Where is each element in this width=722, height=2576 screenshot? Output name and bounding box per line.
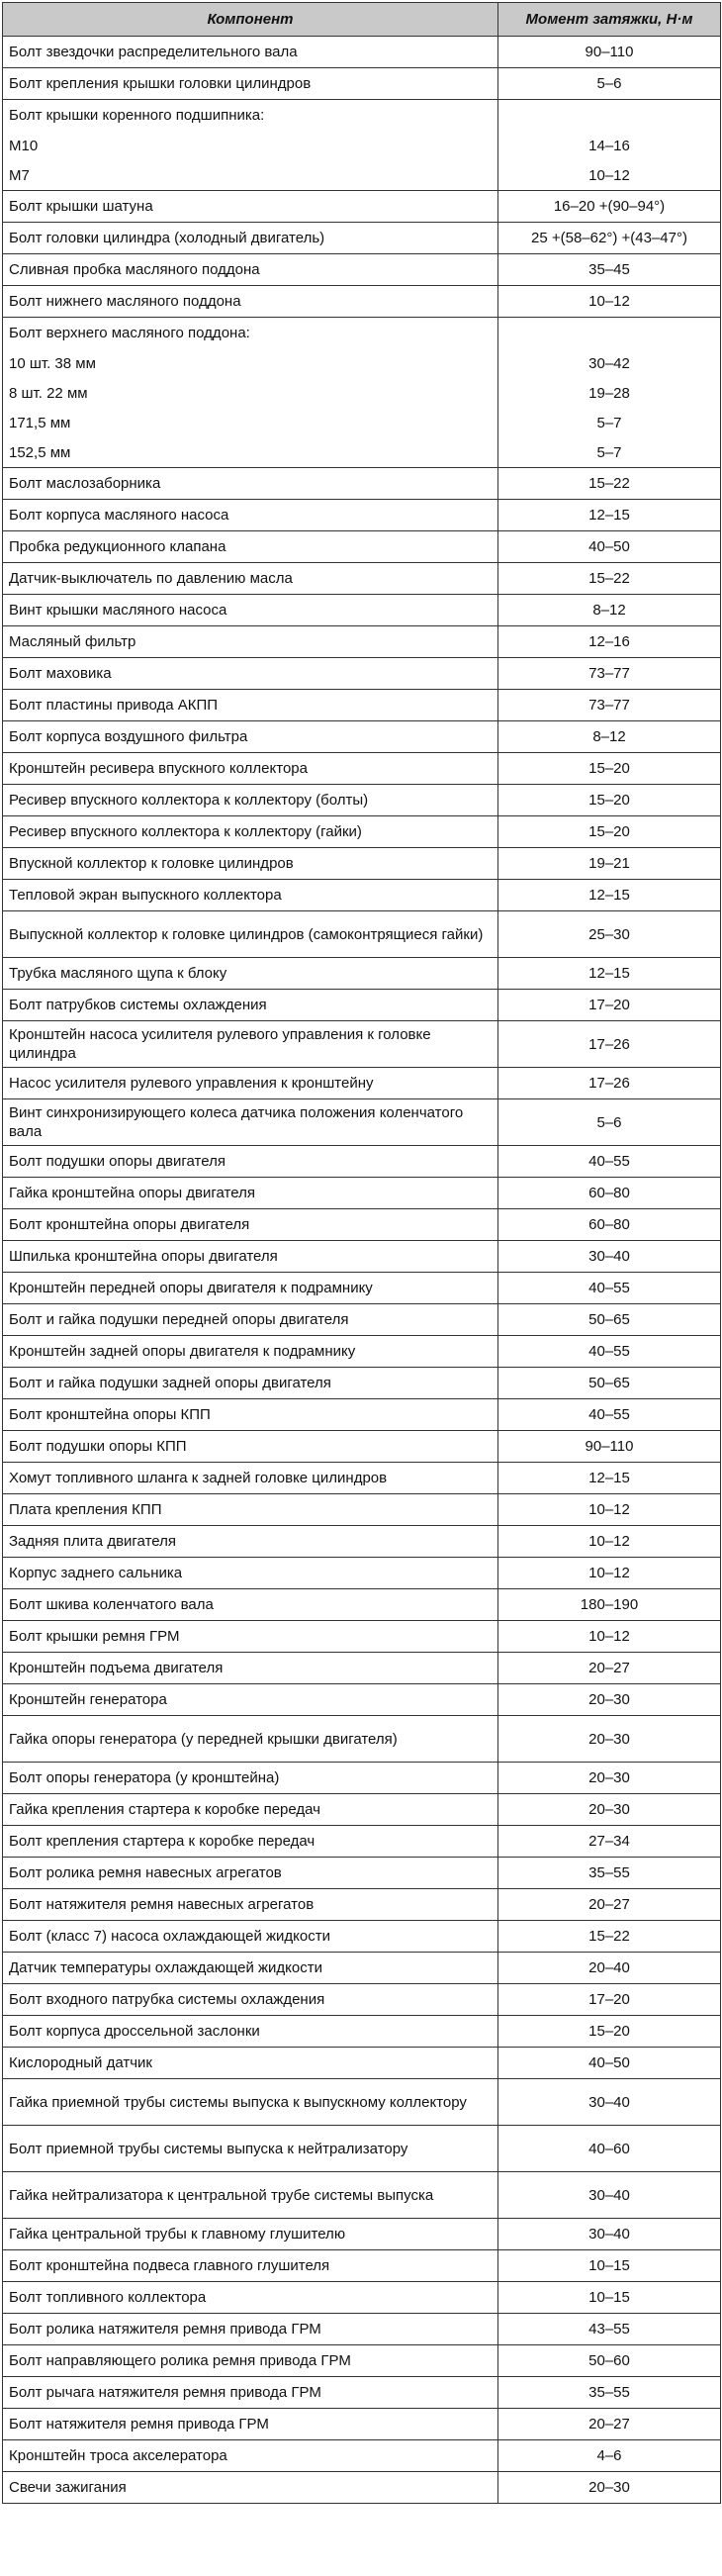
component-cell: Кронштейн подъема двигателя: [3, 1653, 498, 1684]
torque-value-cell: 25 +(58–62°) +(43–47°): [498, 223, 721, 254]
torque-value-cell: 12–15: [498, 958, 721, 990]
component-cell: Болт ролика натяжителя ремня привода ГРМ: [3, 2314, 498, 2345]
component-cell: Гайка приемной трубы системы выпуска к выпускному коллектору: [3, 2079, 498, 2126]
table-row: [3, 2314, 721, 2345]
table-row: [3, 1716, 721, 1763]
table-row: [3, 911, 721, 958]
table-row: [3, 990, 721, 1021]
torque-value-cell: 4–6: [498, 2440, 721, 2472]
component-cell: Болт крышки ремня ГРМ: [3, 1621, 498, 1653]
component-cell: Болт крепления стартера к коробке передач: [3, 1826, 498, 1858]
torque-value-cell: 50–65: [498, 1304, 721, 1336]
table-row: [3, 1431, 721, 1463]
torque-value-cell: 14–16: [498, 131, 721, 160]
component-cell: Болт крышки коренного подшипника:: [3, 100, 498, 132]
component-cell: Кронштейн насоса усилителя рулевого управления к головке цилиндра: [3, 1021, 498, 1068]
component-cell: Пробка редукционного клапана: [3, 531, 498, 563]
torque-value-cell: 12–16: [498, 626, 721, 658]
torque-value-cell: 12–15: [498, 880, 721, 911]
torque-value-cell: 16–20 +(90–94°): [498, 191, 721, 223]
torque-value-cell: 10–12: [498, 1526, 721, 1558]
table-body: [3, 37, 721, 2504]
table-row: [3, 2409, 721, 2440]
torque-value-cell: [498, 318, 721, 349]
table-row: [3, 223, 721, 254]
component-cell: Винт крышки масляного насоса: [3, 595, 498, 626]
torque-value-cell: 40–55: [498, 1399, 721, 1431]
table-row: [3, 626, 721, 658]
component-cell: Болт рычага натяжителя ремня привода ГРМ: [3, 2377, 498, 2409]
component-cell: Болт кронштейна опоры двигателя: [3, 1209, 498, 1241]
torque-value-cell: 15–20: [498, 785, 721, 816]
torque-value-cell: 27–34: [498, 1826, 721, 1858]
component-cell: Болт натяжителя ремня привода ГРМ: [3, 2409, 498, 2440]
table-row: [3, 1178, 721, 1209]
torque-value-cell: 30–42: [498, 348, 721, 378]
component-cell: Болт крышки шатуна: [3, 191, 498, 223]
table-row: [3, 1763, 721, 1794]
table-row: [3, 1099, 721, 1146]
table-row: [3, 753, 721, 785]
torque-value-cell: 40–55: [498, 1146, 721, 1178]
table-row: [3, 690, 721, 721]
table-row: [3, 1953, 721, 1984]
torque-value-cell: 10–15: [498, 2282, 721, 2314]
component-cell: 10 шт. 38 мм: [3, 348, 498, 378]
table-row: [3, 785, 721, 816]
torque-value-cell: [498, 100, 721, 132]
table-row: [3, 1589, 721, 1621]
torque-value-cell: 17–20: [498, 990, 721, 1021]
component-cell: Болт крепления крышки головки цилиндров: [3, 68, 498, 100]
table-row: [3, 1463, 721, 1494]
component-cell: Тепловой экран выпускного коллектора: [3, 880, 498, 911]
table-row: [3, 160, 721, 191]
component-cell: Болт и гайка подушки задней опоры двигателя: [3, 1368, 498, 1399]
torque-value-cell: 15–22: [498, 563, 721, 595]
torque-value-cell: 10–12: [498, 1621, 721, 1653]
table-row: [3, 2250, 721, 2282]
component-cell: Болт шкива коленчатого вала: [3, 1589, 498, 1621]
torque-value-cell: 17–20: [498, 1984, 721, 2016]
table-row: [3, 1068, 721, 1099]
table-row: [3, 880, 721, 911]
component-cell: Болт натяжителя ремня навесных агрегатов: [3, 1889, 498, 1921]
table-row: [3, 1794, 721, 1826]
component-cell: Болт нижнего масляного поддона: [3, 286, 498, 318]
component-cell: Датчик-выключатель по давлению масла: [3, 563, 498, 595]
table-row: [3, 2219, 721, 2250]
torque-value-cell: 20–40: [498, 1953, 721, 1984]
torque-value-cell: 12–15: [498, 1463, 721, 1494]
torque-value-cell: 5–6: [498, 68, 721, 100]
component-cell: Ресивер впускного коллектора к коллектору (гайки): [3, 816, 498, 848]
component-cell: Кронштейн ресивера впускного коллектора: [3, 753, 498, 785]
table-row: [3, 2079, 721, 2126]
table-row: [3, 1621, 721, 1653]
table-row: [3, 721, 721, 753]
torque-value-cell: 20–27: [498, 2409, 721, 2440]
torque-value-cell: 10–12: [498, 160, 721, 191]
column-header-torque: Момент затяжки, Н·м: [498, 3, 721, 37]
table-row: [3, 958, 721, 990]
table-row: [3, 1984, 721, 2016]
torque-value-cell: 40–60: [498, 2126, 721, 2172]
torque-value-cell: 19–28: [498, 378, 721, 408]
torque-value-cell: 5–7: [498, 437, 721, 468]
torque-value-cell: 35–55: [498, 2377, 721, 2409]
torque-value-cell: 17–26: [498, 1068, 721, 1099]
torque-value-cell: 73–77: [498, 658, 721, 690]
torque-value-cell: 30–40: [498, 2079, 721, 2126]
component-cell: Задняя плита двигателя: [3, 1526, 498, 1558]
component-cell: Болт патрубков системы охлаждения: [3, 990, 498, 1021]
component-cell: Кислородный датчик: [3, 2048, 498, 2079]
component-cell: Кронштейн задней опоры двигателя к подрамнику: [3, 1336, 498, 1368]
torque-value-cell: 15–22: [498, 468, 721, 500]
table-row: [3, 408, 721, 437]
torque-value-cell: 50–65: [498, 1368, 721, 1399]
component-cell: Болт и гайка подушки передней опоры двигателя: [3, 1304, 498, 1336]
torque-value-cell: 19–21: [498, 848, 721, 880]
component-cell: Плата крепления КПП: [3, 1494, 498, 1526]
torque-value-cell: 40–55: [498, 1273, 721, 1304]
table-row: [3, 500, 721, 531]
torque-value-cell: 20–30: [498, 1763, 721, 1794]
table-row: [3, 1021, 721, 1068]
component-cell: Впускной коллектор к головке цилиндров: [3, 848, 498, 880]
torque-value-cell: 20–30: [498, 2472, 721, 2504]
component-cell: Болт звездочки распределительного вала: [3, 37, 498, 68]
table-row: [3, 191, 721, 223]
table-row: [3, 468, 721, 500]
component-cell: Кронштейн генератора: [3, 1684, 498, 1716]
table-row: [3, 595, 721, 626]
component-cell: Болт пластины привода АКПП: [3, 690, 498, 721]
table-row: [3, 100, 721, 132]
component-cell: Болт корпуса воздушного фильтра: [3, 721, 498, 753]
table-row: [3, 131, 721, 160]
component-cell: Болт маховика: [3, 658, 498, 690]
table-row: [3, 1921, 721, 1953]
component-cell: Кронштейн передней опоры двигателя к подрамнику: [3, 1273, 498, 1304]
torque-value-cell: 60–80: [498, 1209, 721, 1241]
table-row: [3, 563, 721, 595]
component-cell: Гайка опоры генератора (у передней крышки двигателя): [3, 1716, 498, 1763]
component-cell: Болт верхнего масляного поддона:: [3, 318, 498, 349]
torque-value-cell: 43–55: [498, 2314, 721, 2345]
table-row: [3, 1273, 721, 1304]
table-row: [3, 816, 721, 848]
torque-value-cell: 10–12: [498, 1494, 721, 1526]
table-row: [3, 848, 721, 880]
component-cell: Болт подушки опоры двигателя: [3, 1146, 498, 1178]
component-cell: Болт корпуса масляного насоса: [3, 500, 498, 531]
component-cell: Гайка нейтрализатора к центральной трубе системы выпуска: [3, 2172, 498, 2219]
torque-value-cell: 10–12: [498, 1558, 721, 1589]
torque-value-cell: 20–30: [498, 1716, 721, 1763]
table-row: [3, 437, 721, 468]
torque-value-cell: 20–30: [498, 1684, 721, 1716]
torque-value-cell: 30–40: [498, 2219, 721, 2250]
table-row: [3, 658, 721, 690]
component-cell: Ресивер впускного коллектора к коллектору (болты): [3, 785, 498, 816]
table-row: [3, 2440, 721, 2472]
table-row: [3, 2016, 721, 2048]
table-row: [3, 2345, 721, 2377]
torque-value-cell: 10–15: [498, 2250, 721, 2282]
torque-value-cell: 20–27: [498, 1889, 721, 1921]
torque-value-cell: 50–60: [498, 2345, 721, 2377]
table-row: [3, 2126, 721, 2172]
table-row: [3, 1368, 721, 1399]
component-cell: 8 шт. 22 мм: [3, 378, 498, 408]
component-cell: Болт входного патрубка системы охлаждения: [3, 1984, 498, 2016]
table-row: [3, 1494, 721, 1526]
table-row: [3, 254, 721, 286]
torque-value-cell: 20–27: [498, 1653, 721, 1684]
component-cell: Болт головки цилиндра (холодный двигатель): [3, 223, 498, 254]
component-cell: Болт маслозаборника: [3, 468, 498, 500]
table-row: [3, 2282, 721, 2314]
table-row: [3, 531, 721, 563]
table-row: [3, 2377, 721, 2409]
table-row: [3, 1889, 721, 1921]
component-cell: Шпилька кронштейна опоры двигателя: [3, 1241, 498, 1273]
table-row: [3, 1241, 721, 1273]
component-cell: Свечи зажигания: [3, 2472, 498, 2504]
torque-value-cell: 60–80: [498, 1178, 721, 1209]
component-cell: Датчик температуры охлаждающей жидкости: [3, 1953, 498, 1984]
component-cell: Трубка масляного щупа к блоку: [3, 958, 498, 990]
component-cell: Винт синхронизирующего колеса датчика положения коленчатого вала: [3, 1099, 498, 1146]
table-row: [3, 1304, 721, 1336]
component-cell: 152,5 мм: [3, 437, 498, 468]
torque-value-cell: 12–15: [498, 500, 721, 531]
torque-value-cell: 30–40: [498, 2172, 721, 2219]
table-row: [3, 2048, 721, 2079]
torque-value-cell: 10–12: [498, 286, 721, 318]
torque-value-cell: 90–110: [498, 37, 721, 68]
component-cell: Болт кронштейна опоры КПП: [3, 1399, 498, 1431]
table-row: [3, 1526, 721, 1558]
torque-value-cell: 90–110: [498, 1431, 721, 1463]
torque-value-cell: 25–30: [498, 911, 721, 958]
table-row: [3, 1558, 721, 1589]
component-cell: Насос усилителя рулевого управления к кронштейну: [3, 1068, 498, 1099]
torque-value-cell: 5–7: [498, 408, 721, 437]
torque-value-cell: 180–190: [498, 1589, 721, 1621]
table-row: [3, 286, 721, 318]
table-row: [3, 68, 721, 100]
torque-value-cell: 20–30: [498, 1794, 721, 1826]
torque-table: [2, 2, 721, 2504]
torque-value-cell: 8–12: [498, 595, 721, 626]
table-row: [3, 1146, 721, 1178]
table-row: [3, 37, 721, 68]
component-cell: Гайка центральной трубы к главному глушителю: [3, 2219, 498, 2250]
torque-value-cell: 73–77: [498, 690, 721, 721]
component-cell: Болт корпуса дроссельной заслонки: [3, 2016, 498, 2048]
table-row: [3, 2172, 721, 2219]
torque-value-cell: 5–6: [498, 1099, 721, 1146]
component-cell: Выпускной коллектор к головке цилиндров (самоконтрящиеся гайки): [3, 911, 498, 958]
table-header-row: [3, 3, 721, 37]
component-cell: Болт направляющего ролика ремня привода ГРМ: [3, 2345, 498, 2377]
table-row: [3, 1858, 721, 1889]
column-header-component: Компонент: [3, 3, 498, 37]
torque-value-cell: 40–50: [498, 531, 721, 563]
component-cell: Гайка крепления стартера к коробке передач: [3, 1794, 498, 1826]
torque-value-cell: 40–50: [498, 2048, 721, 2079]
torque-value-cell: 8–12: [498, 721, 721, 753]
component-cell: М7: [3, 160, 498, 191]
table-row: [3, 1399, 721, 1431]
component-cell: Болт подушки опоры КПП: [3, 1431, 498, 1463]
torque-value-cell: 40–55: [498, 1336, 721, 1368]
component-cell: Болт приемной трубы системы выпуска к нейтрализатору: [3, 2126, 498, 2172]
torque-value-cell: 35–55: [498, 1858, 721, 1889]
component-cell: Болт опоры генератора (у кронштейна): [3, 1763, 498, 1794]
table-row: [3, 1826, 721, 1858]
torque-value-cell: 15–22: [498, 1921, 721, 1953]
table-row: [3, 318, 721, 349]
component-cell: Болт кронштейна подвеса главного глушителя: [3, 2250, 498, 2282]
component-cell: Корпус заднего сальника: [3, 1558, 498, 1589]
torque-value-cell: 15–20: [498, 2016, 721, 2048]
table-row: [3, 1653, 721, 1684]
torque-value-cell: 30–40: [498, 1241, 721, 1273]
component-cell: М10: [3, 131, 498, 160]
table-row: [3, 348, 721, 378]
torque-value-cell: 35–45: [498, 254, 721, 286]
component-cell: Болт топливного коллектора: [3, 2282, 498, 2314]
torque-value-cell: 15–20: [498, 816, 721, 848]
table-row: [3, 1209, 721, 1241]
torque-value-cell: 15–20: [498, 753, 721, 785]
component-cell: 171,5 мм: [3, 408, 498, 437]
table-row: [3, 2472, 721, 2504]
torque-value-cell: 17–26: [498, 1021, 721, 1068]
component-cell: Болт (класс 7) насоса охлаждающей жидкости: [3, 1921, 498, 1953]
table-row: [3, 1684, 721, 1716]
component-cell: Болт ролика ремня навесных агрегатов: [3, 1858, 498, 1889]
component-cell: Сливная пробка масляного поддона: [3, 254, 498, 286]
component-cell: Гайка кронштейна опоры двигателя: [3, 1178, 498, 1209]
component-cell: Хомут топливного шланга к задней головке цилиндров: [3, 1463, 498, 1494]
table-row: [3, 378, 721, 408]
table-row: [3, 1336, 721, 1368]
component-cell: Кронштейн троса акселератора: [3, 2440, 498, 2472]
component-cell: Масляный фильтр: [3, 626, 498, 658]
